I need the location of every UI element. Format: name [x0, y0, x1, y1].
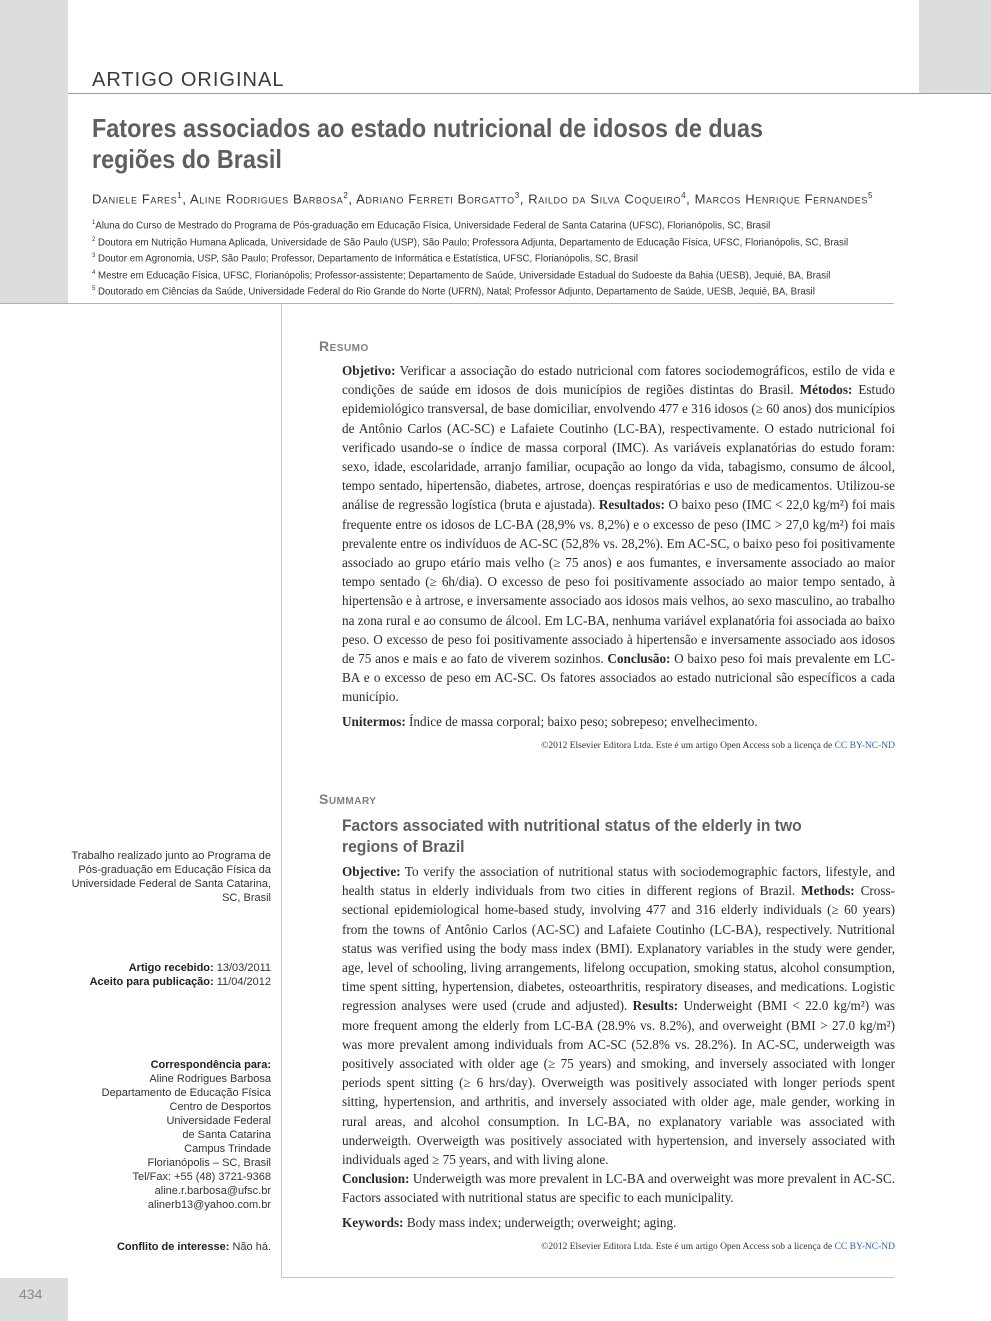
- methods-label: Methods:: [801, 883, 855, 899]
- keywords-label: Keywords:: [342, 1214, 404, 1230]
- objective-label: Objetivo:: [342, 363, 396, 378]
- keywords-label: Unitermos:: [342, 713, 406, 729]
- affiliation-item: [92, 216, 828, 233]
- author-name: Adriano Ferreti Borgatto: [356, 191, 515, 207]
- content-top-divider: [0, 303, 894, 304]
- keywords-text: Índice de massa corporal; baixo peso; sobrepeso; envelhecimento.: [409, 713, 758, 729]
- correspondence-line: Campus Trindade: [184, 1143, 271, 1155]
- conclusion-paragraph: [342, 1169, 895, 1207]
- author-sup: 5: [867, 191, 874, 200]
- summary-title: Factors associated with nutritional status of the elderly in two regions of Brazil: [342, 816, 802, 856]
- affiliation-text: Doutora em Nutrição Humana Aplicada, Universidade de São Paulo (USP), São Paulo; Professora Adjunta, Departamento de Educação Física, UFSC, Florianópolis, SC, Brasil: [98, 236, 849, 248]
- summary-body: [342, 862, 895, 1232]
- affiliation-sup: 2: [92, 235, 96, 243]
- correspondence-line: Florianópolis – SC, Brasil: [147, 1157, 271, 1169]
- methods-text: Estudo epidemiológico transversal, de base domiciliar, envolvendo 477 e 316 idosos (≥ 60 anos) dos municípios de Antônio Carlos (AC-SC) e Lafaiete Coutinho (LC-BA), respectivamente. O estado nutricional foi verificado usando-se o índice de massa corporal (IMC). As variáveis explanatórias do estudo foram: sexo, idade, escolaridade, arranjo familiar, ocupação ao longo da vida, tabagismo, consumo de álcool, tempo sentado, hipertensão, diabetes, artrose, doenças respiratórias e uso de medicamentos. Utilizou-se análise de regressão logística (bruta e ajustada).: [342, 382, 895, 513]
- affiliation-item: [92, 249, 828, 266]
- methods-label: Métodos:: [799, 382, 853, 398]
- conflict-row: [71, 1240, 271, 1254]
- correspondence-line: Aline Rodrigues Barbosa: [149, 1073, 271, 1085]
- author-sup: 1: [177, 191, 183, 200]
- author-name: Daniele Fares: [92, 191, 178, 207]
- affiliation-item: [92, 266, 831, 283]
- conclusion-label: Conclusão:: [607, 651, 671, 667]
- header-band-right: [919, 0, 991, 93]
- article-dates: [71, 961, 271, 989]
- section-label: ARTIGO ORIGINAL: [92, 69, 285, 91]
- column-divider: [281, 304, 282, 1278]
- author-name: Marcos Henrique Fernandes: [694, 191, 868, 207]
- affiliation-text: Mestre em Educação Física, UFSC, Florianópolis; Professor-assistente; Departamento de Saúde, Universidade Estadual do Sudoeste da Bahia (UESB), Jequié, BA, Brasil: [98, 269, 831, 281]
- correspondence-email-link[interactable]: aline.r.barbosa@ufsc.br: [154, 1185, 271, 1197]
- content-bottom-divider: [281, 1277, 894, 1278]
- correspondence-line: de Santa Catarina: [182, 1129, 271, 1141]
- keywords-paragraph: [342, 1213, 895, 1232]
- affiliation-sup: 3: [92, 252, 96, 259]
- correspondence-email-link[interactable]: alinerb13@yahoo.com.br: [147, 1199, 271, 1211]
- work-note: Trabalho realizado junto ao Programa de Pós-graduação em Educação Física da Universidade Federal de Santa Catarina, SC, Brasil: [71, 850, 271, 904]
- results-label: Resultados:: [598, 497, 665, 513]
- correspondence-phone: Tel/Fax: +55 (48) 3721-9368: [132, 1171, 271, 1183]
- affiliation-item: [92, 282, 828, 299]
- resumo-license: [342, 741, 895, 751]
- author-name: Aline Rodrigues Barbosa: [190, 191, 344, 207]
- author-sup: 4: [681, 191, 687, 200]
- author-sup: 3: [514, 191, 520, 200]
- license-text: ©2012 Elsevier Editora Ltda. Este é um artigo Open Access sob a licença de: [541, 741, 833, 751]
- header-band-left: [0, 0, 68, 303]
- affiliation-text: Doutorado em Ciências da Saúde, Universidade Federal do Rio Grande do Norte (UFRN), Natal; Professor Adjunto, Departamento de Saúde, UESB, Jequié, BA, Brasil: [98, 285, 815, 298]
- correspondence-line: Departamento de Educação Física: [101, 1087, 271, 1099]
- affiliation-item: [92, 233, 849, 250]
- correspondence-block: [71, 1058, 271, 1212]
- conflict-label: Conflito de interesse:: [116, 1241, 230, 1253]
- author-name: Raildo da Silva Coqueiro: [528, 191, 682, 207]
- accepted-label: Aceito para publicação:: [89, 976, 214, 988]
- conclusion-text: Underweigth was more prevalent in LC-BA and overweight was more prevalent in AC-SC. Factors associated with nutritional status are specific to each municipality.: [342, 1171, 895, 1206]
- affiliation-text: Aluna do Curso de Mestrado do Programa de Pós-graduação em Educação Física, Universidade Federal de Santa Catarina (UFSC), Florianópolis, SC, Brasil: [95, 219, 771, 232]
- affiliation-sup: 5: [92, 285, 96, 292]
- summary-license: [342, 1242, 895, 1252]
- conclusion-text: O baixo peso foi mais prevalente em LC-BA e o excesso de peso em AC-SC. Os fatores associados ao estado nutricional são específicos a cada município.: [342, 651, 896, 705]
- summary-paragraph: [342, 862, 895, 1169]
- objective-text: To verify the association of nutritional status with sociodemographic factors, lifestyle, and health status in elderly individuals from two cities in different regions of Brazil.: [342, 864, 895, 899]
- article-title: Fatores associados ao estado nutricional de idosos de duas regiões do Brasil: [92, 113, 763, 174]
- received-row: [71, 961, 271, 975]
- affiliation-text: Doutor em Agronomia, USP, São Paulo; Professor, Departamento de Informática e Estatística, UFSC, Florianópolis, SC, Brasil: [98, 252, 638, 265]
- header-divider: [68, 93, 991, 94]
- accepted-date: 11/04/2012: [216, 976, 271, 988]
- accepted-row: [71, 975, 271, 989]
- license-text: ©2012 Elsevier Editora Ltda. Este é um artigo Open Access sob a licença de: [541, 1242, 833, 1252]
- correspondence-line: Centro de Desportos: [169, 1101, 271, 1113]
- license-link[interactable]: CC BY-NC-ND: [834, 741, 895, 751]
- summary-heading: Summary: [319, 791, 377, 807]
- page-number: 434: [19, 1286, 43, 1302]
- resumo-heading: Resumo: [319, 338, 369, 354]
- keywords-paragraph: [342, 712, 895, 731]
- results-text: O baixo peso (IMC < 22,0 kg/m²) foi mais frequente entre os idosos de LC-BA (28,9% vs. 8,2%) e o excesso de peso (IMC > 27,0 kg/m²) foi mais prevalente entre os indivíduos de AC-SC (52,8% vs. 28,2%). Em AC-SC, o baixo peso foi positivamente associado ao grupo etário mais velho (≥ 75 anos) e aos fumantes, e inversamente associado ao maior tempo sentado (≥ 6h/dia). O excesso de peso foi positivamente associado ao maior tempo sentado, à hipertensão e à artrose, e inversamente associado aos idosos mais velhos, ao sexo masculino, ao trabalho na zona rural e ao consumo de álcool. Em LC-BA, nenhuma variável explanatória foi associada ao baixo peso. O excesso de peso foi positivamente associado à hipertensão e inversamente associado aos idosos de 75 anos e mais e ao fato de viverem sozinhos.: [342, 497, 895, 667]
- conflict-value: Não há.: [232, 1241, 271, 1253]
- received-label: Artigo recebido:: [128, 962, 214, 974]
- license-link[interactable]: CC BY-NC-ND: [834, 1242, 895, 1252]
- results-text: Underweight (BMI < 22.0 kg/m²) was more frequent among the elderly from LC-BA (28.9% vs. 8.2%), and overweight (BMI > 27.0 kg/m²) was more prevalent among individuals from AC-SC (52.8% vs. 28.2%). In AC-SC, underweigth was positively associated with older age (≥ 75 years) and smoking, and inversely associated with longer periods spent sitting (≥ 6 hrs/day). Overweigth was positively associated with longer periods spent sitting, hypertension, and arthritis, and inversely associated with older age, male gender, working in rural areas, and alcohol consumption. In LC-BA, no explanatory variable was associated with underweigth. Overweigth was positively associated with hypertension, and inversely associated with individuals aged ≥ 75 years, and with living alone.: [342, 998, 896, 1168]
- correspondence-label: Correspondência para:: [150, 1059, 271, 1071]
- keywords-text: Body mass index; underweigth; overweight; aging.: [406, 1214, 677, 1230]
- objective-label: Objective:: [342, 864, 401, 879]
- affiliation-sup: 1: [92, 219, 96, 226]
- affiliation-list: [92, 216, 892, 299]
- resumo-body: [342, 361, 895, 731]
- affiliation-sup: 4: [92, 268, 96, 276]
- received-date: 13/03/2011: [216, 962, 271, 974]
- conclusion-label: Conclusion:: [342, 1171, 410, 1187]
- results-label: Results:: [632, 998, 679, 1014]
- methods-text: Cross-sectional epidemiological home-based study, involving 477 and 316 elderly individuals (≥ 60 years) from the towns of Antônio Carlos (AC-SC) and Lafaiete Coutinho (LC-BA), respectively. Nutritional status was verified using the body mass index (BMI). Explanatory variables in the study were gender, age, level of schooling, living arrangements, lifelong occupation, smoking status, alcohol consumption, time spent sitting, hypertension, diabetes, osteoarthritis, respiratory diseases, and medications. Logistic regression analyses were used (crude and adjusted).: [342, 883, 895, 1014]
- objective-text: Verificar a associação do estado nutricional com fatores sociodemográficos, estilo de vida e condições de saúde em idosos de dois municípios de regiões distintas do Brasil.: [342, 363, 895, 398]
- resumo-paragraph: [342, 361, 895, 707]
- correspondence-line: Universidade Federal: [166, 1115, 271, 1127]
- author-list: Daniele Fares$^1$, Aline Rodrigues Barbosa$^2$, Adriano Ferreti Borgatto$^3$, Raildo da Silva Coqueiro$^4$, Marcos Henrique Fernandes$^5$: [92, 191, 874, 207]
- author-sup: 2: [343, 191, 349, 200]
